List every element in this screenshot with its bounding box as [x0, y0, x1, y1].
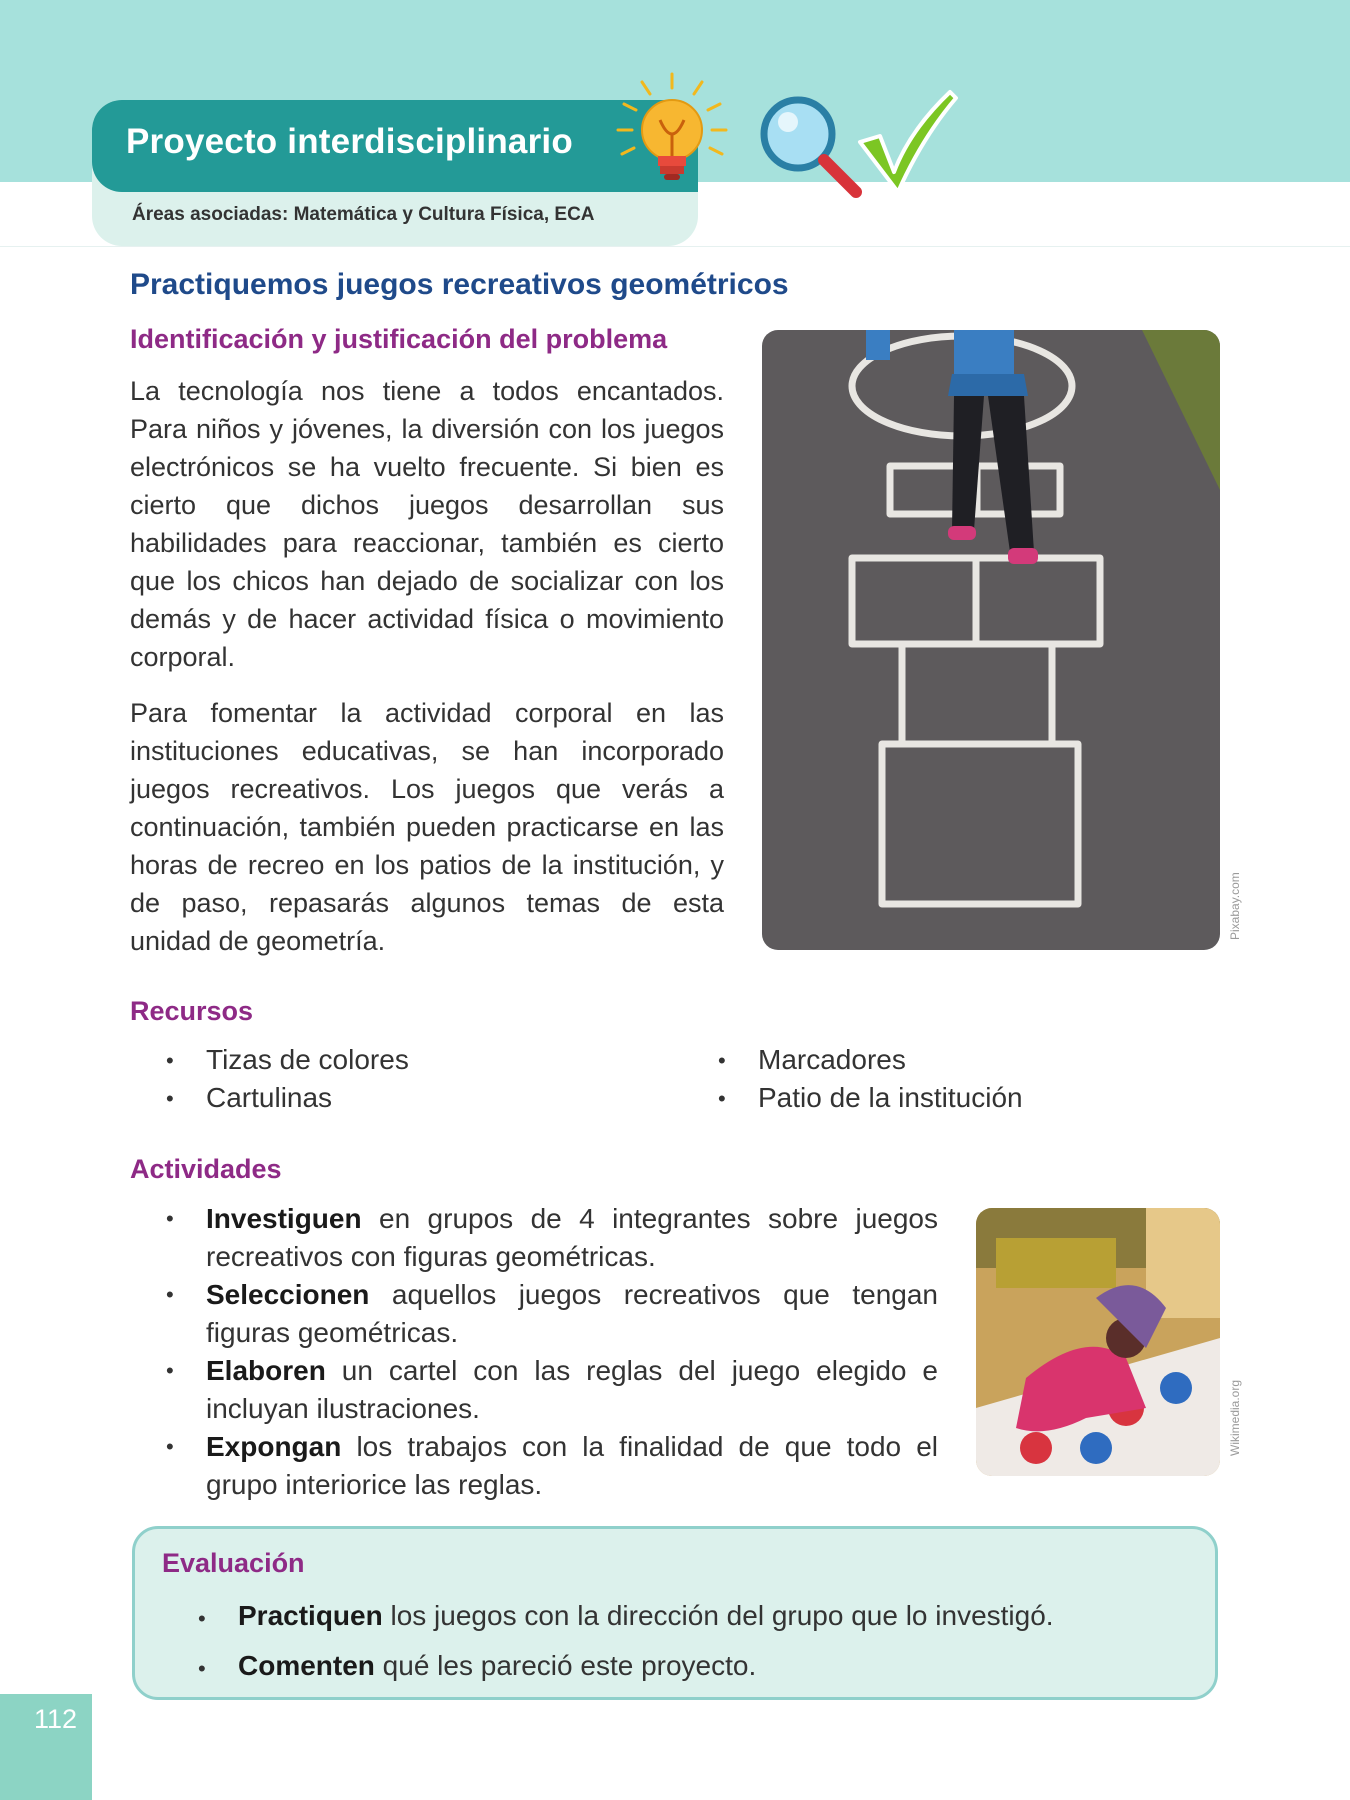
- resources-heading: Recursos: [130, 996, 254, 1026]
- bullet-icon: •: [166, 1358, 174, 1383]
- checkmark-icon: [850, 80, 960, 200]
- resource-item: Patio de la institución: [758, 1082, 1023, 1113]
- page-number: 112: [34, 1704, 78, 1734]
- header-title: Proyecto interdisciplinario: [126, 122, 573, 161]
- activities-heading: Actividades: [130, 1154, 282, 1184]
- evaluation-item: Comenten qué les pareció este proyecto.: [238, 1650, 757, 1681]
- problem-paragraph-2: Para fomentar la actividad corporal en las instituciones educativas, se han incorporado juegos recreativos. Los juegos que verás a continuación, también pueden practicarse en las horas de recreo en los patios de la institución, y de paso, repasarás algunos temas de esta unidad de geometría.: [130, 698, 724, 956]
- problem-heading: Identificación y justificación del problema: [130, 324, 668, 354]
- activity-item: Elaboren un cartel con las reglas del juego elegido e incluyan ilustraciones.: [206, 1355, 938, 1424]
- bullet-icon: •: [198, 1656, 206, 1681]
- twister-photo: [976, 1208, 1220, 1476]
- photo-credit-wikimedia: Wikimedia.org: [1228, 1379, 1242, 1456]
- bullet-icon: •: [718, 1048, 726, 1073]
- lightbulb-icon: [612, 70, 732, 200]
- bullet-icon: •: [198, 1606, 206, 1631]
- hopscotch-photo: [762, 330, 1220, 950]
- resource-item: Cartulinas: [206, 1082, 333, 1113]
- bullet-icon: •: [166, 1086, 174, 1111]
- activity-item: Investiguen en grupos de 4 integrantes sobre juegos recreativos con figuras geométricas.: [206, 1203, 938, 1272]
- photo-credit-pixabay: Pixabay.com: [1228, 872, 1242, 940]
- bullet-icon: •: [166, 1282, 174, 1307]
- evaluation-heading: Evaluación: [162, 1548, 305, 1578]
- header-divider: [0, 246, 1350, 247]
- evaluation-item: Practiquen los juegos con la dirección del grupo que lo investigó.: [238, 1600, 1054, 1631]
- header-subtitle: Áreas asociadas: Matemática y Cultura Física, ECA: [132, 204, 595, 225]
- bullet-icon: •: [166, 1434, 174, 1459]
- page-title: Practiquemos juegos recreativos geométricos: [130, 268, 789, 301]
- resource-item: Tizas de colores: [206, 1044, 409, 1075]
- bullet-icon: •: [166, 1048, 174, 1073]
- problem-paragraph-1: La tecnología nos tiene a todos encantados. Para niños y jóvenes, la diversión con los juegos electrónicos se ha vuelto frecuente. Si bien es cierto que dichos juegos desarrollan sus habilidades para reaccionar, también es cierto que los chicos han dejado de socializar con los demás y de hacer actividad física o movimiento corporal.: [130, 376, 724, 672]
- activity-item: Expongan los trabajos con la finalidad de que todo el grupo interiorice las reglas.: [206, 1431, 938, 1500]
- bullet-icon: •: [166, 1206, 174, 1231]
- bullet-icon: •: [718, 1086, 726, 1111]
- resource-item: Marcadores: [758, 1044, 906, 1075]
- activity-item: Seleccionen aquellos juegos recreativos que tengan figuras geométricas.: [206, 1279, 938, 1348]
